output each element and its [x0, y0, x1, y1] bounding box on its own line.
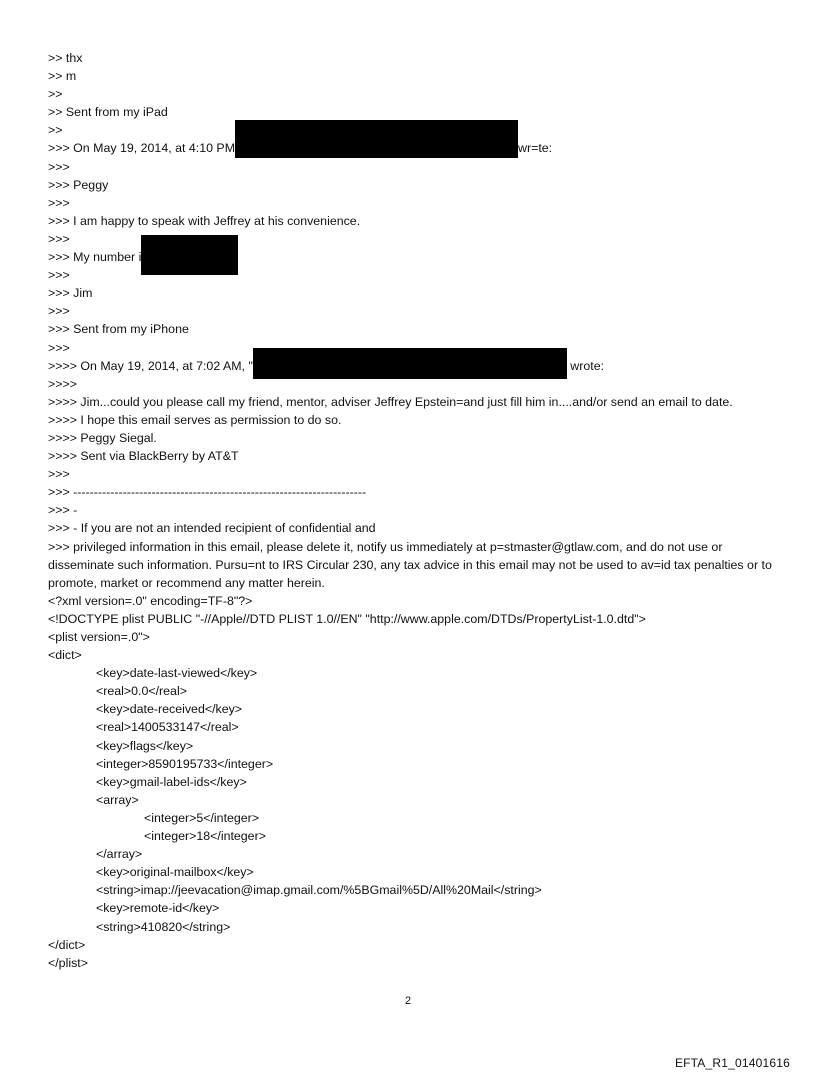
- text-line: >>>: [48, 195, 70, 210]
- text-line: >>> I am happy to speak with Jeffrey at his convenience.: [48, 213, 361, 228]
- text-line: >>>> Sent via BlackBerry by AT&T: [48, 449, 239, 464]
- xml-line: <integer>8590195733</integer>: [96, 756, 274, 771]
- xml-line: <string>imap://jeevacation@imap.gmail.com/%5BGmail%5D/All%20Mail</string>: [96, 883, 542, 898]
- text-line: >>>: [48, 231, 70, 246]
- document-id: EFTA_R1_01401616: [674, 1056, 790, 1070]
- xml-line: <plist version=.0">: [48, 630, 150, 644]
- xml-line: <string>410820</string>: [96, 919, 231, 934]
- xml-line: <dict>: [48, 648, 82, 663]
- text-line: >>>: [48, 304, 70, 319]
- text-line: >>> -----------------------------------------------------------------------: [48, 485, 367, 500]
- text-line: >>> Peggy: [48, 177, 109, 192]
- xml-line: <key>date-last-viewed</key>: [96, 666, 258, 681]
- xml-line: <integer>5</integer>: [144, 810, 260, 825]
- text-line: >>>>: [48, 376, 77, 391]
- text-line: >>>> Jim...could you please call my friend, mentor, adviser Jeffrey Epstein=and just fill him in....and/or send an email to date.: [48, 394, 733, 409]
- text-line: >>> Jim: [48, 286, 93, 301]
- text-line: >>>> Peggy Siegal.: [48, 430, 157, 445]
- xml-line: </dict>: [48, 937, 86, 952]
- xml-line: <real>1400533147</real>: [96, 720, 239, 735]
- text-line: >>>: [48, 467, 70, 482]
- page-number: 2: [404, 995, 412, 1007]
- xml-line: <key>flags</key>: [96, 738, 194, 753]
- email-body: [48, 49, 778, 972]
- line-text: >>> My number i: [48, 250, 142, 265]
- text-line: >>>: [48, 268, 70, 283]
- text-line: >>> - If you are not an intended recipient of confidential and: [48, 521, 376, 536]
- xml-line: <?xml version=.0" encoding=TF-8"?>: [48, 593, 253, 608]
- text-line: >>> Sent from my iPhone: [48, 322, 189, 337]
- xml-line: <real>0.0</real>: [96, 684, 187, 699]
- text-line: [48, 248, 778, 266]
- text-line: >>>: [48, 340, 70, 355]
- text-line: [48, 357, 778, 375]
- line-text: >>> On May 19, 2014, at 4:10 PM: [48, 141, 236, 156]
- text-line: >>> -: [48, 503, 78, 518]
- redaction-block: [235, 120, 518, 158]
- line-text: wr=te:: [518, 141, 553, 156]
- text-line: >> Sent from my iPad: [48, 105, 168, 120]
- xml-line: <array>: [96, 792, 139, 807]
- text-line: [48, 139, 778, 157]
- xml-line: <key>original-mailbox</key>: [96, 865, 254, 880]
- xml-line: </array>: [96, 847, 143, 862]
- xml-line: <key>date-received</key>: [96, 702, 243, 717]
- xml-line: <key>gmail-label-ids</key>: [96, 774, 247, 789]
- text-line: >>: [48, 87, 63, 102]
- text-line: >>>: [48, 159, 70, 174]
- xml-line: <key>remote-id</key>: [96, 901, 220, 916]
- line-text: >>>> On May 19, 2014, at 7:02 AM, ": [48, 358, 253, 373]
- text-line: >>: [48, 123, 63, 138]
- xml-line: <integer>18</integer>: [144, 829, 266, 844]
- text-line: >>>> I hope this email serves as permission to do so.: [48, 412, 342, 427]
- text-line: >> thx: [48, 51, 83, 65]
- xml-line: <!DOCTYPE plist PUBLIC "-//Apple//DTD PLIST 1.0//EN" "http://www.apple.com/DTDs/PropertyList-1.0.dtd">: [48, 611, 646, 626]
- text-line: >> m: [48, 69, 77, 84]
- xml-line: </plist>: [48, 955, 88, 970]
- line-text: wrote:: [566, 358, 605, 373]
- text-line: >>> privileged information in this email, please delete it, notify us immediately at p=stmaster@gtlaw.com, and do not use or disseminate such information. Pursu=nt to IRS Circular 230, any tax advice in this email may not be used to av=id tax penalties or to promote, market or recommend any matter herein.: [48, 539, 772, 590]
